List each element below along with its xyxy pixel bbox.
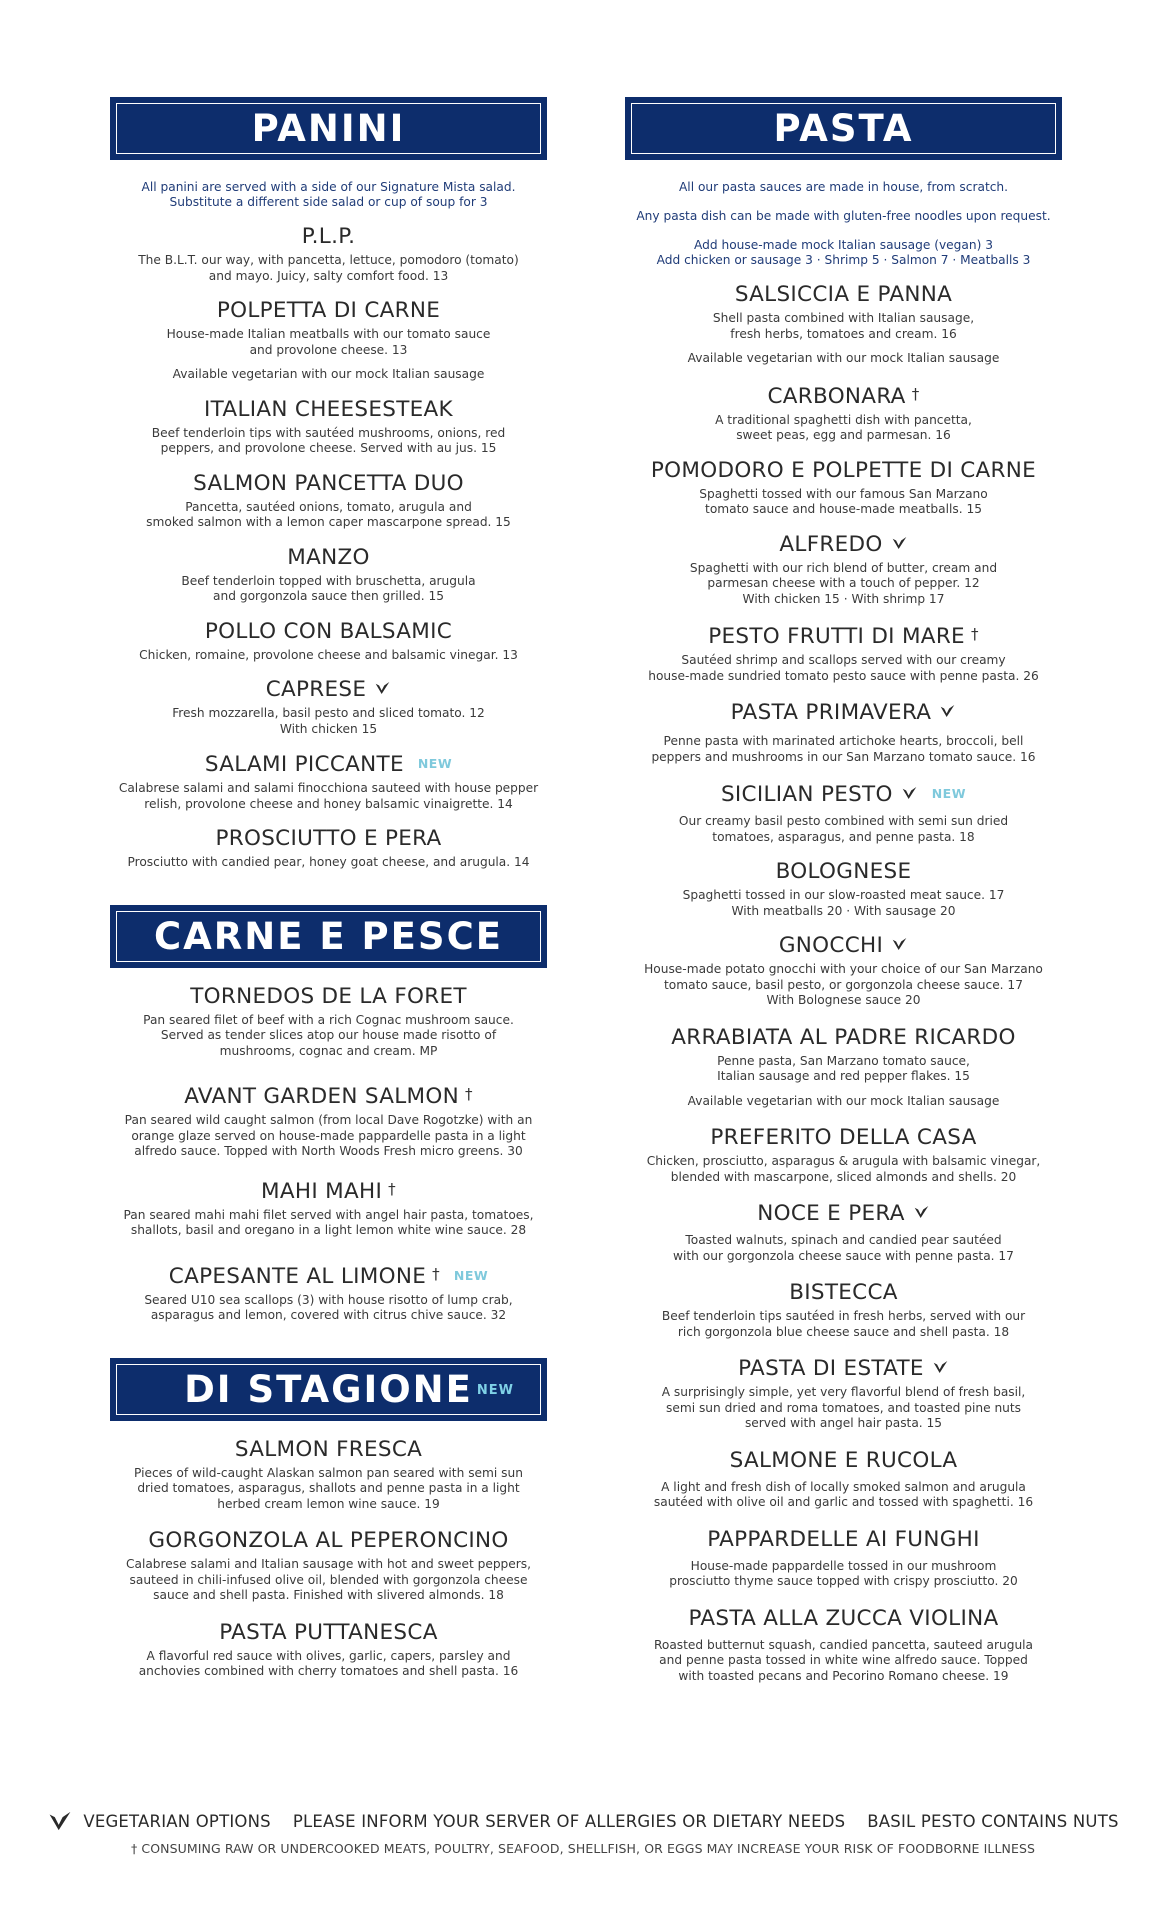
item-desc: shallots, basil and oregano in a light lemon white wine sauce. 28 — [130, 1223, 527, 1237]
menu-item-bistecca — [625, 1280, 1062, 1340]
menu-item-noce-e-pera — [625, 1201, 1062, 1264]
item-name: SALAMI PICCANTE — [204, 752, 404, 777]
item-name: PASTA DI ESTATE — [738, 1356, 924, 1381]
menu-item-salmone-e-rucola — [625, 1448, 1062, 1511]
item-desc: Fresh mozzarella, basil pesto and sliced tomato. 12 — [172, 706, 485, 720]
item-desc: Spaghetti with our rich blend of butter, cream and — [689, 560, 998, 575]
nuts-note: BASIL PESTO CONTAINS NUTS — [867, 1811, 1119, 1831]
item-desc: Chicken, prosciutto, asparagus & arugula with balsamic vinegar, — [646, 1154, 1041, 1168]
item-desc: served with angel hair pasta. 15 — [744, 1416, 943, 1430]
intro-line: Add chicken or sausage 3 · Shrimp 5 · Salmon 7 · Meatballs 3 — [656, 253, 1031, 267]
vegetarian-leaf-icon — [891, 937, 908, 951]
item-name: SALSICCIA E PANNA — [734, 282, 953, 307]
item-name-row — [625, 621, 1062, 650]
item-name: PASTA ALLA ZUCCA VIOLINA — [688, 1605, 999, 1631]
item-desc: Pieces of wild-caught Alaskan salmon pan seared with semi sun — [134, 1465, 523, 1480]
menu-item-pasta-alla-zucca-violina — [625, 1606, 1062, 1685]
intro-line: All our pasta sauces are made in house, from scratch. — [678, 180, 1009, 194]
item-name: P.L.P. — [301, 224, 356, 249]
menu-item-pomodoro-e-polpette — [625, 458, 1062, 518]
new-badge: NEW — [931, 786, 967, 801]
item-desc: smoked salmon with a lemon caper mascarpone spread. 15 — [146, 515, 511, 529]
menu-item-prosciutto-e-pera — [110, 826, 547, 871]
menu-item-manzo — [110, 545, 547, 605]
item-desc: A traditional spaghetti dish with pancetta, — [715, 412, 972, 427]
menu-item-arrabiata — [625, 1025, 1062, 1110]
item-desc: and provolone cheese. 13 — [249, 342, 408, 357]
item-desc: A surprisingly simple, yet very flavorful blend of fresh basil, — [661, 1385, 1026, 1399]
menu-item-pasta-di-estate — [625, 1356, 1062, 1432]
menu-item-carbonara — [625, 381, 1062, 444]
vegetarian-leaf-icon — [939, 704, 956, 718]
item-name: AVANT GARDEN SALMON — [184, 1084, 459, 1109]
item-desc: Spaghetti tossed with our famous San Marzano — [699, 486, 988, 501]
menu-item-sicilian-pesto — [625, 781, 1062, 845]
panini-title: PANINI — [251, 107, 406, 150]
item-desc: sauteed in chili-infused olive oil, blended with gorgonzola cheese — [129, 1572, 528, 1587]
menu-item-salmon-fresca — [110, 1437, 547, 1513]
item-desc: Pan seared wild caught salmon (from local Dave Rogotzke) with an — [124, 1113, 533, 1127]
item-desc: Our creamy basil pesto combined with semi sun dried — [678, 814, 1009, 828]
item-name: MANZO — [287, 544, 370, 570]
item-name: POLLO CON BALSAMIC — [204, 618, 453, 644]
stagione-title: DI STAGIONE — [184, 1367, 473, 1411]
item-name: PASTA PUTTANESCA — [219, 1619, 438, 1645]
vegetarian-leaf-icon — [913, 1205, 930, 1219]
item-name: MAHI MAHI — [261, 1178, 383, 1204]
item-desc: Penne pasta with marinated artichoke hearts, broccoli, bell — [663, 734, 1024, 748]
menu-item-polpetta-di-carne — [110, 298, 547, 383]
menu-item-gnocchi — [625, 933, 1062, 1009]
menu-item-tornedos — [110, 984, 547, 1060]
item-desc: sauce and shell pasta. Finished with slivered almonds. 18 — [153, 1588, 504, 1602]
menu-item-salmon-pancetta-duo — [110, 471, 547, 531]
item-name: GNOCCHI — [778, 933, 884, 958]
item-desc: orange glaze served on house-made pappardelle pasta in a light — [131, 1128, 526, 1143]
item-name: PAPPARDELLE AI FUNGHI — [707, 1526, 980, 1552]
item-name-row — [110, 1081, 547, 1110]
item-name: BISTECCA — [789, 1280, 898, 1305]
item-desc: Beef tenderloin tips with sautéed mushrooms, onions, red — [151, 425, 506, 440]
item-desc: A light and fresh dish of locally smoked salmon and arugula — [661, 1479, 1026, 1494]
vegetarian-leaf-icon — [374, 681, 391, 695]
item-desc: Pan seared mahi mahi filet served with angel hair pasta, tomatoes, — [123, 1207, 534, 1222]
menu-item-pesto-frutti-di-mare — [625, 621, 1062, 684]
item-name: SALMON PANCETTA DUO — [193, 470, 464, 496]
intro-line: Substitute a different side salad or cup of soup for 3 — [169, 195, 488, 209]
menu-item-salsiccia-e-panna — [625, 282, 1062, 367]
item-name: ITALIAN CHEESESTEAK — [204, 396, 453, 422]
item-desc: A flavorful red sauce with olives, garlic, capers, parsley and — [146, 1648, 511, 1663]
foodborne-warning: † CONSUMING RAW OR UNDERCOOKED MEATS, POULTRY, SEAFOOD, SHELLFISH, OR EGGS MAY INCREASE YOUR RISK OF FOODBORNE ILLNESS — [130, 1841, 1036, 1856]
item-desc: Toasted walnuts, spinach and candied pear sautéed — [685, 1233, 1002, 1247]
vegetarian-leaf-icon — [47, 1810, 73, 1832]
item-desc: Chicken, romaine, provolone cheese and balsamic vinegar. 13 — [139, 647, 518, 662]
item-name: BOLOGNESE — [775, 859, 912, 884]
item-desc: Prosciutto with candied pear, honey goat cheese, and arugula. 14 — [127, 855, 530, 869]
item-desc: Italian sausage and red pepper flakes. 15 — [717, 1069, 970, 1083]
item-name: PASTA PRIMAVERA — [730, 700, 932, 725]
new-badge: NEW — [453, 1267, 489, 1283]
item-desc: The B.L.T. our way, with pancetta, lettuce, pomodoro (tomato) — [138, 253, 519, 267]
menu-item-alfredo — [625, 532, 1062, 608]
menu-item-italian-cheesesteak — [110, 397, 547, 457]
item-desc: tomato sauce, basil pesto, or gorgonzola cheese sauce. 17 — [664, 977, 1023, 992]
menu-item-bolognese — [625, 859, 1062, 919]
item-desc: relish, provolone cheese and honey balsamic vinaigrette. 14 — [144, 796, 513, 811]
item-name: SALMON FRESCA — [234, 1436, 423, 1462]
item-desc: House-made potato gnocchi with your choice of our San Marzano — [644, 962, 1043, 976]
item-desc: Pancetta, sautéed onions, tomato, arugula and — [185, 499, 472, 514]
dagger-mark: † — [432, 1264, 440, 1283]
item-name: PREFERITO DELLA CASA — [710, 1125, 977, 1150]
item-name: CAPESANTE AL LIMONE — [168, 1263, 427, 1289]
item-desc: semi sun dried and roma tomatoes, and toasted pine nuts — [665, 1400, 1022, 1415]
item-desc: Calabrese salami and Italian sausage with hot and sweet peppers, — [125, 1557, 532, 1571]
menu-item-pasta-primavera — [625, 700, 1062, 765]
item-desc: peppers, and provolone cheese. Served with au jus. 15 — [160, 441, 497, 455]
intro-line: Any pasta dish can be made with gluten-free noodles upon request. — [636, 209, 1051, 223]
menu-item-pappardelle-ai-funghi — [625, 1527, 1062, 1590]
vegetarian-leaf-icon — [891, 536, 908, 550]
item-desc: Seared U10 sea scallops (3) with house risotto of lump crab, — [144, 1292, 513, 1307]
item-extra: Available vegetarian with our mock Italian sausage — [172, 367, 485, 381]
left-column — [110, 97, 547, 1680]
item-desc: Beef tenderloin tips sautéed in fresh herbs, served with our — [661, 1309, 1026, 1323]
new-badge: NEW — [476, 1382, 514, 1398]
item-name: SALMONE E RUCOLA — [729, 1447, 958, 1473]
vegetarian-leaf-icon — [932, 1360, 949, 1374]
item-desc: Shell pasta combined with Italian sausage, — [712, 311, 975, 325]
pasta-title: PASTA — [773, 107, 914, 150]
item-desc: with our gorgonzola cheese sauce with penne pasta. 17 — [673, 1248, 1014, 1263]
item-desc: With chicken 15 — [279, 721, 378, 736]
item-desc: With meatballs 20 · With sausage 20 — [731, 903, 956, 918]
item-name: PESTO FRUTTI DI MARE — [708, 624, 965, 649]
menu-item-avant-garden-salmon — [110, 1081, 547, 1160]
item-name: TORNEDOS DE LA FORET — [190, 983, 467, 1009]
item-name: SICILIAN PESTO — [720, 782, 893, 807]
item-desc: House-made Italian meatballs with our tomato sauce — [166, 327, 491, 341]
item-desc: rich gorgonzola blue cheese sauce and shell pasta. 18 — [677, 1324, 1010, 1339]
item-name: PROSCIUTTO E PERA — [215, 826, 442, 851]
new-badge: NEW — [417, 756, 453, 771]
item-desc: Calabrese salami and salami finocchiona sauteed with house pepper — [118, 781, 539, 795]
item-desc: and mayo. Juicy, salty comfort food. 13 — [208, 268, 449, 283]
item-desc: tomatoes, asparagus, and penne pasta. 18 — [712, 829, 975, 844]
menu-item-caprese — [110, 677, 547, 737]
panini-intro — [110, 180, 547, 210]
item-name-row — [625, 1201, 1062, 1227]
dagger-mark: † — [911, 384, 920, 403]
item-desc: House-made pappardelle tossed in our mushroom — [690, 1558, 997, 1573]
pasta-intro — [625, 180, 1062, 268]
item-desc: dried tomatoes, asparagus, shallots and penne pasta in a light — [137, 1481, 520, 1495]
item-name-row — [110, 751, 547, 778]
item-desc: Sautéed shrimp and scallops served with our creamy — [681, 653, 1006, 667]
menu-item-gorgonzola-al-peperoncino — [110, 1528, 547, 1604]
item-desc: alfredo sauce. Topped with North Woods Fresh micro greens. 30 — [134, 1144, 523, 1158]
item-desc: Pan seared filet of beef with a rich Cognac mushroom sauce. — [143, 1012, 514, 1027]
dagger-mark: † — [970, 625, 979, 643]
menu-item-mahi-mahi — [110, 1176, 547, 1239]
item-desc: Roasted butternut squash, candied pancetta, sauteed arugula — [653, 1637, 1034, 1652]
item-name-row — [110, 1176, 547, 1205]
item-desc: Beef tenderloin topped with bruschetta, arugula — [181, 573, 476, 588]
item-desc: sweet peas, egg and parmesan. 16 — [736, 428, 951, 442]
item-name-row — [625, 933, 1062, 959]
item-desc: Penne pasta, San Marzano tomato sauce, — [717, 1053, 970, 1068]
dagger-mark: † — [388, 1179, 396, 1198]
menu-item-pasta-puttanesca — [110, 1620, 547, 1680]
pasta-banner — [625, 97, 1062, 160]
vegetarian-leaf-icon — [901, 786, 918, 800]
item-desc: fresh herbs, tomatoes and cream. 16 — [730, 326, 957, 341]
vegetarian-label: VEGETARIAN OPTIONS — [83, 1811, 271, 1831]
item-desc: herbed cream lemon wine sauce. 19 — [217, 1496, 440, 1511]
item-desc: asparagus and lemon, covered with citrus chive sauce. 32 — [150, 1308, 507, 1322]
item-desc: and gorgonzola sauce then grilled. 15 — [213, 589, 444, 603]
footer-notes — [0, 1810, 1166, 1832]
item-name: GORGONZOLA AL PEPERONCINO — [148, 1528, 509, 1553]
item-name: NOCE E PERA — [757, 1201, 905, 1226]
item-desc: mushrooms, cognac and cream. MP — [219, 1043, 438, 1058]
item-name-row — [110, 677, 547, 703]
menu-item-capesante-al-limone — [110, 1261, 547, 1324]
item-desc: With Bolognese sauce 20 — [766, 993, 921, 1007]
item-name-row — [625, 532, 1062, 558]
vegetarian-legend — [47, 1810, 271, 1832]
dagger-mark: † — [464, 1085, 473, 1103]
allergy-note: PLEASE INFORM YOUR SERVER OF ALLERGIES OR DIETARY NEEDS — [292, 1811, 846, 1831]
item-desc: tomato sauce and house-made meatballs. 15 — [705, 502, 982, 516]
item-desc: and penne pasta tossed in white wine alfredo sauce. Topped — [659, 1653, 1028, 1667]
item-desc: anchovies combined with cherry tomatoes and shell pasta. 16 — [138, 1664, 519, 1678]
item-name: ARRABIATA AL PADRE RICARDO — [671, 1024, 1016, 1050]
item-name: POMODORO E POLPETTE DI CARNE — [650, 457, 1037, 483]
item-extra: Available vegetarian with our mock Italian sausage — [687, 351, 1000, 365]
item-desc: With chicken 15 · With shrimp 17 — [742, 591, 945, 606]
item-name-row — [625, 1356, 1062, 1382]
item-name-row — [625, 700, 1062, 726]
menu-item-pollo-con-balsamic — [110, 619, 547, 664]
item-desc: peppers and mushrooms in our San Marzano tomato sauce. 16 — [651, 749, 1036, 764]
intro-line: Add house-made mock Italian sausage (vegan) 3 — [694, 238, 993, 252]
intro-line: All panini are served with a side of our Signature Mista salad. — [141, 180, 516, 194]
item-desc: with toasted pecans and Pecorino Romano cheese. 19 — [678, 1668, 1009, 1683]
item-name: CAPRESE — [265, 677, 367, 702]
menu-item-salami-piccante — [110, 751, 547, 812]
item-desc: sautéed with olive oil and garlic and tossed with spaghetti. 16 — [653, 1495, 1034, 1509]
item-name-row — [625, 781, 1062, 808]
item-desc: prosciutto thyme sauce topped with crispy prosciutto. 20 — [669, 1574, 1018, 1588]
carne-banner — [110, 905, 547, 968]
item-desc: house-made sundried tomato pesto sauce with penne pasta. 26 — [648, 668, 1039, 683]
menu-item-preferito-della-casa — [625, 1125, 1062, 1185]
item-name: ALFREDO — [779, 531, 883, 557]
item-desc: parmesan cheese with a touch of pepper. 12 — [707, 576, 980, 590]
item-extra: Available vegetarian with our mock Italian sausage — [687, 1093, 1000, 1108]
menu-item-plp — [110, 224, 547, 284]
right-column — [625, 97, 1062, 1684]
item-desc: Spaghetti tossed in our slow-roasted meat sauce. 17 — [682, 888, 1005, 902]
item-desc: Served as tender slices atop our house made risotto of — [160, 1028, 497, 1042]
item-name-row — [110, 1261, 547, 1290]
item-name: POLPETTA DI CARNE — [216, 298, 441, 323]
item-name-row — [625, 381, 1062, 410]
panini-banner — [110, 97, 547, 160]
item-desc: blended with mascarpone, sliced almonds and shells. 20 — [670, 1169, 1017, 1184]
carne-title: CARNE E PESCE — [153, 914, 504, 958]
footer — [0, 1810, 1166, 1856]
item-name: CARBONARA — [767, 383, 906, 409]
stagione-banner — [110, 1358, 547, 1421]
